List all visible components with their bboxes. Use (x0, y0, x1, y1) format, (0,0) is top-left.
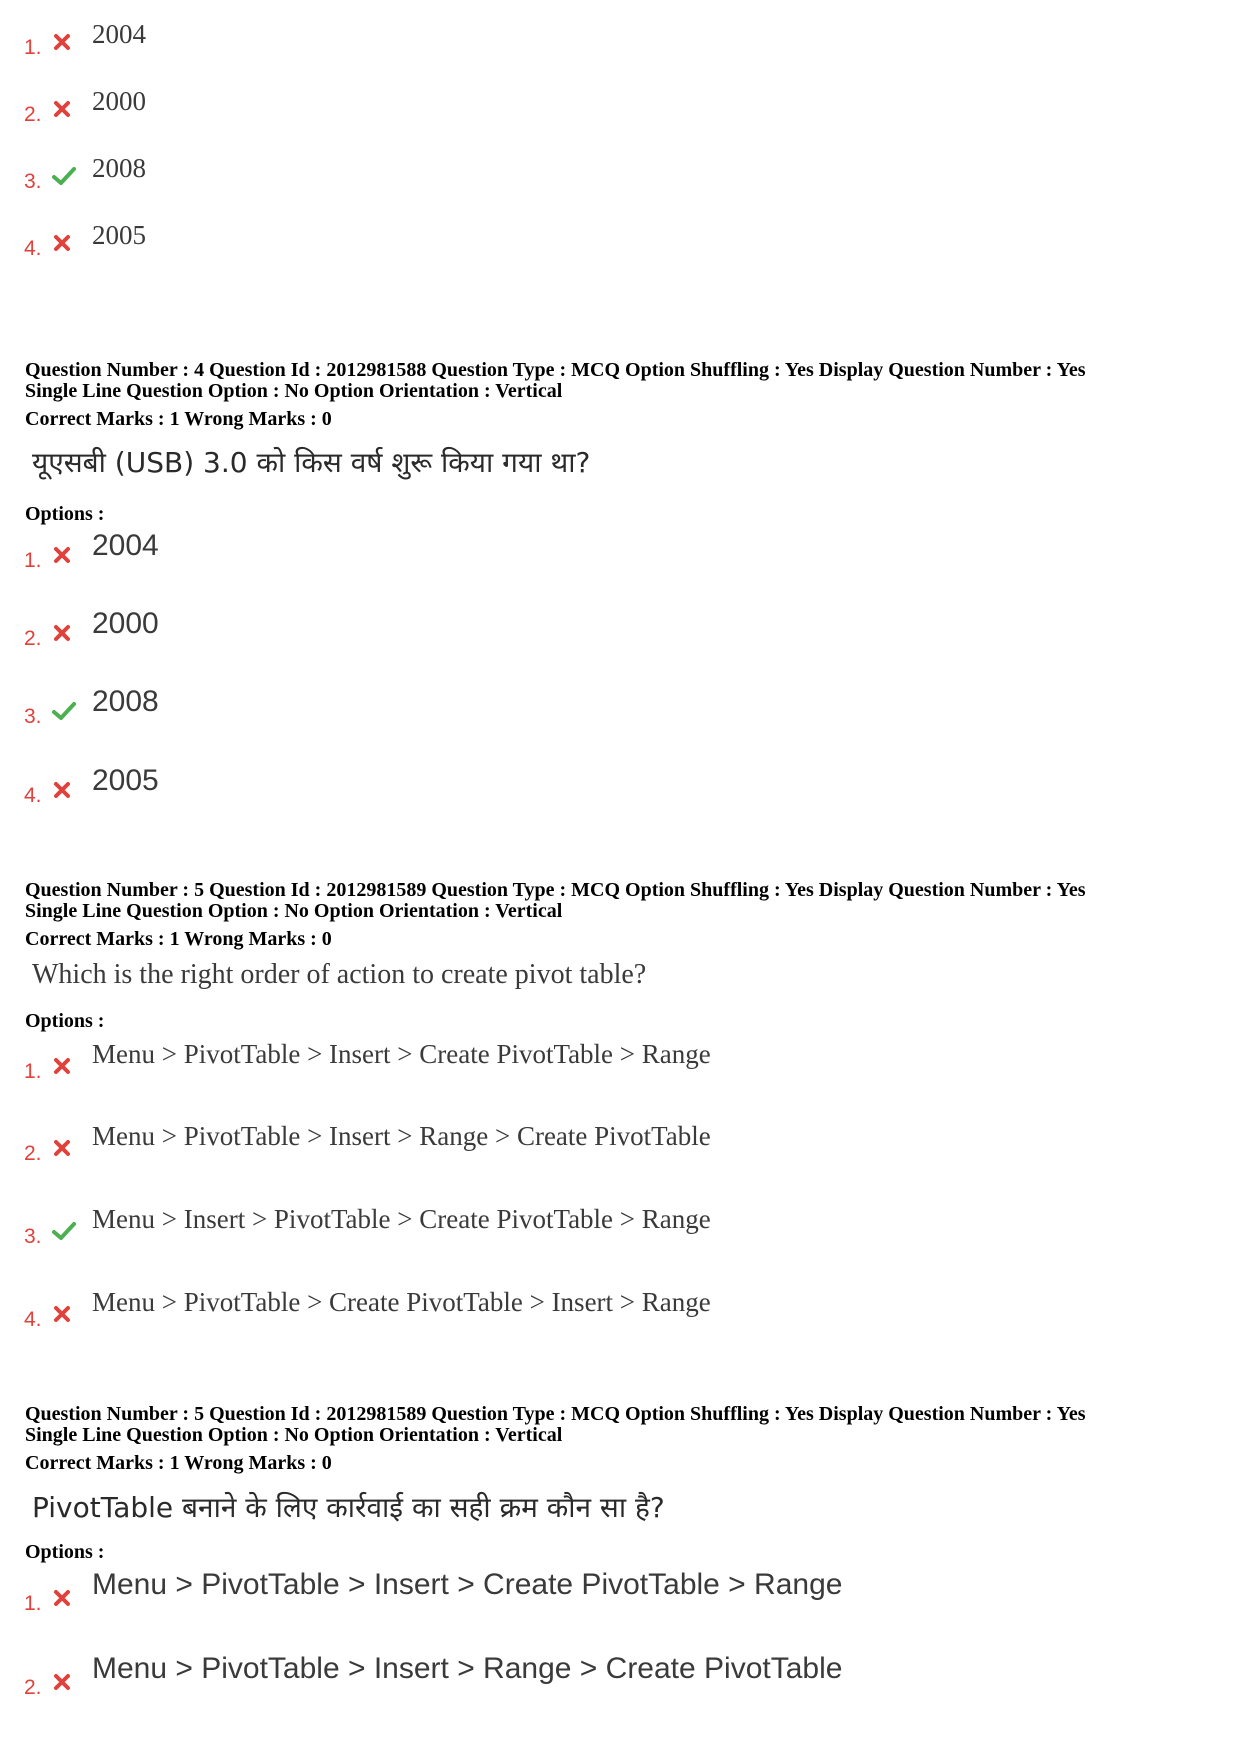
option-text: Menu > PivotTable > Insert > Create PivotTable > Range (92, 1039, 711, 1069)
option-text: Menu > PivotTable > Insert > Create PivotTable > Range (92, 1568, 843, 1601)
correct-check-icon (52, 701, 76, 721)
wrong-cross-icon (52, 1304, 76, 1324)
option-number: 4. (24, 784, 42, 807)
option-number: 3. (24, 170, 42, 193)
option-text: Menu > PivotTable > Insert > Range > Create PivotTable (92, 1652, 843, 1685)
option-number: 2. (24, 1142, 42, 1165)
wrong-cross-icon (52, 1056, 76, 1076)
wrong-cross-icon (52, 545, 76, 565)
option-text: Menu > PivotTable > Create PivotTable > Insert > Range (92, 1287, 711, 1317)
option-text: 2008 (92, 153, 146, 183)
question-meta-line: Question Number : 4 Question Id : 2012981588 Question Type : MCQ Option Shuffling : Yes Display Question Number : Yes (25, 359, 1086, 381)
option-text: 2000 (92, 86, 146, 116)
wrong-cross-icon (52, 1588, 76, 1608)
wrong-cross-icon (52, 32, 76, 52)
option-number: 1. (24, 36, 42, 59)
option-number: 1. (24, 549, 42, 572)
wrong-cross-icon (52, 1138, 76, 1158)
wrong-cross-icon (52, 780, 76, 800)
correct-check-icon (52, 1221, 76, 1241)
wrong-cross-icon (52, 623, 76, 643)
correct-check-icon (52, 166, 76, 186)
option-text: 2000 (92, 607, 159, 640)
option-text: 2004 (92, 19, 146, 49)
option-text: Menu > PivotTable > Insert > Range > Create PivotTable (92, 1121, 711, 1151)
wrong-cross-icon (52, 1672, 76, 1692)
options-label: Options : (25, 1541, 105, 1563)
option-text: 2008 (92, 685, 159, 718)
question-meta-line: Question Number : 5 Question Id : 2012981589 Question Type : MCQ Option Shuffling : Yes Display Question Number : Yes (25, 879, 1086, 901)
question-marks: Correct Marks : 1 Wrong Marks : 0 (25, 408, 332, 430)
option-number: 2. (24, 1676, 42, 1699)
question-marks: Correct Marks : 1 Wrong Marks : 0 (25, 1452, 332, 1474)
option-number: 2. (24, 627, 42, 650)
wrong-cross-icon (52, 233, 76, 253)
question-marks: Correct Marks : 1 Wrong Marks : 0 (25, 928, 332, 950)
question-text: PivotTable बनाने के लिए कार्रवाई का सही क्रम कौन सा है? (32, 1491, 665, 1524)
question-meta-line: Single Line Question Option : No Option Orientation : Vertical (25, 1424, 563, 1446)
option-number: 2. (24, 103, 42, 126)
question-text: Which is the right order of action to create pivot table? (32, 959, 647, 990)
option-number: 4. (24, 237, 42, 260)
option-number: 3. (24, 1225, 42, 1248)
option-number: 3. (24, 705, 42, 728)
question-meta-line: Single Line Question Option : No Option Orientation : Vertical (25, 900, 563, 922)
options-label: Options : (25, 503, 105, 525)
option-text: 2005 (92, 764, 159, 797)
option-text: 2005 (92, 220, 146, 250)
question-meta-line: Single Line Question Option : No Option Orientation : Vertical (25, 380, 563, 402)
option-number: 4. (24, 1308, 42, 1331)
option-number: 1. (24, 1592, 42, 1615)
question-meta-line: Question Number : 5 Question Id : 2012981589 Question Type : MCQ Option Shuffling : Yes Display Question Number : Yes (25, 1403, 1086, 1425)
option-text: 2004 (92, 529, 159, 562)
wrong-cross-icon (52, 99, 76, 119)
options-label: Options : (25, 1010, 105, 1032)
option-text: Menu > Insert > PivotTable > Create PivotTable > Range (92, 1204, 711, 1234)
option-number: 1. (24, 1060, 42, 1083)
question-text: यूएसबी (USB) 3.0 को किस वर्ष शुरू किया गया था? (32, 446, 591, 479)
